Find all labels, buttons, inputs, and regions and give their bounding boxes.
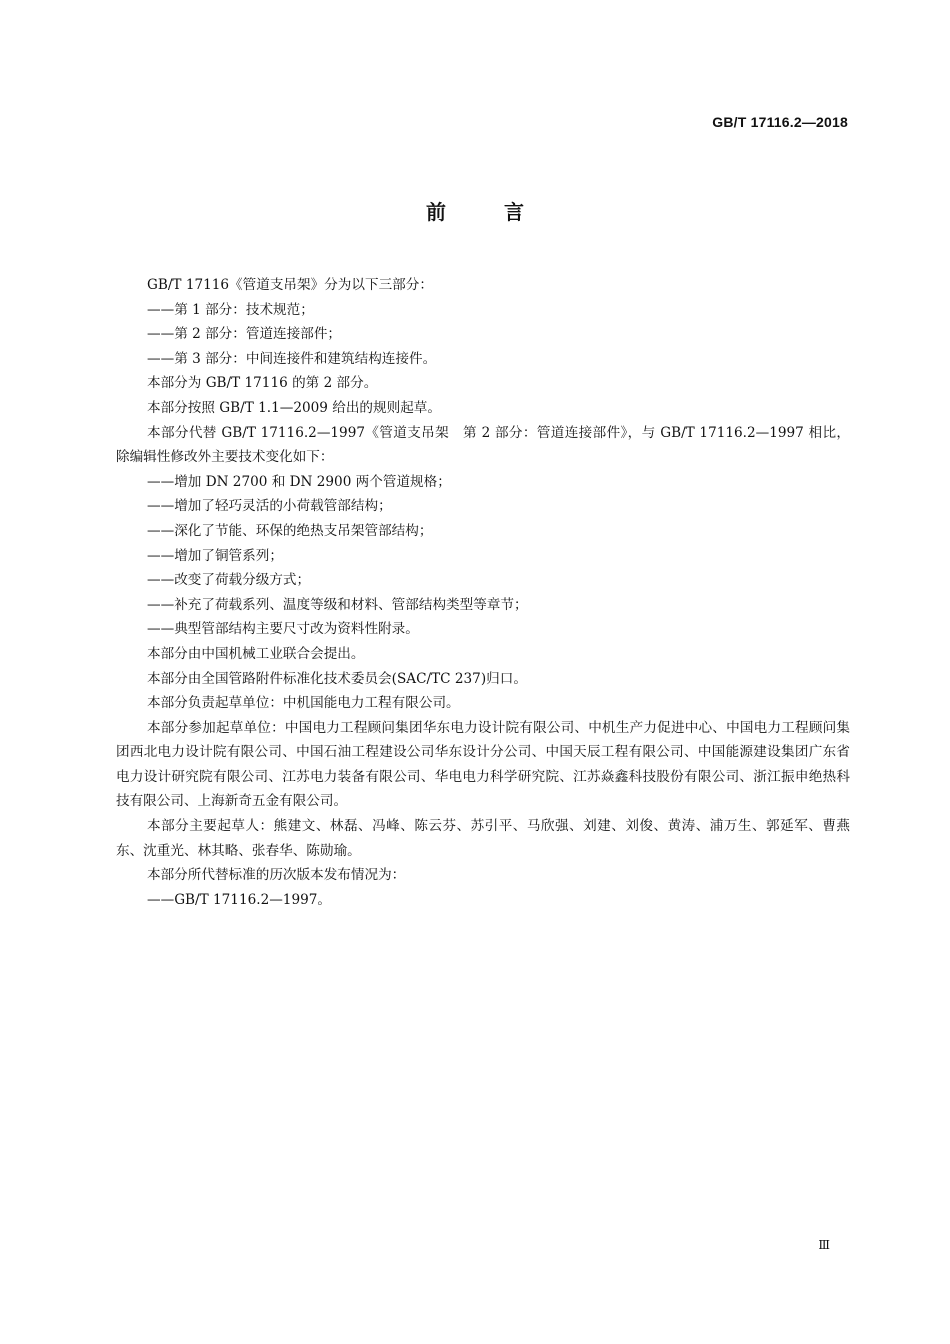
list-item: ——增加了铜管系列； — [147, 547, 283, 564]
paragraph: 本部分由中国机械工业联合会提出。 — [147, 645, 365, 662]
paragraph: 本部分代替 GB/T 17116.2—1997《管道支吊架 第 2 部分：管道连接部件》，与 GB/T 17116.2—1997 相比，除编辑性修改外主要技术变化如下： — [116, 424, 850, 466]
list-item: ——第 2 部分：管道连接部件； — [147, 326, 342, 343]
paragraph: 本部分为 GB/T 17116 的第 2 部分。 — [147, 375, 378, 392]
standard-number: GB/T 17116.2—2018 — [712, 114, 848, 130]
page-title: 前言 — [426, 200, 582, 224]
paragraph: 本部分按照 GB/T 1.1—2009 给出的规则起草。 — [147, 399, 441, 416]
paragraph: 本部分参加起草单位：中国电力工程顾问集团华东电力设计院有限公司、中机生产力促进中心、中国电力工程顾问集团西北电力设计院有限公司、中国石油工程建设公司华东设计分公司、中国天辰工程有限公司、中国能源建设集团广东省电力设计研究院有限公司、江苏电力装备有限公司、华电电力科学研究院、江苏焱鑫科技股份有限公司、浙江振申绝热科技有限公司、上海新奇五金有限公司。 — [116, 719, 850, 810]
list-item: ——第 1 部分：技术规范； — [147, 301, 314, 318]
page-number: Ⅲ — [818, 1238, 830, 1252]
list-item: ——增加 DN 2700 和 DN 2900 两个管道规格； — [147, 473, 451, 490]
list-item: ——补充了荷载系列、温度等级和材料、管部结构类型等章节； — [147, 596, 528, 613]
list-item: ——改变了荷载分级方式； — [147, 572, 311, 589]
paragraph: 本部分主要起草人：熊建文、林磊、冯峰、陈云芬、苏引平、马欣强、刘建、刘俊、黄涛、浦万生、郭延军、曹燕东、沈重光、林其略、张春华、陈勋瑜。 — [116, 818, 850, 859]
list-item: ——第 3 部分：中间连接件和建筑结构连接件。 — [147, 350, 437, 367]
list-item: ——深化了节能、环保的绝热支吊架管部结构； — [147, 522, 433, 539]
paragraph: 本部分所代替标准的历次版本发布情况为： — [147, 867, 406, 884]
foreword-body — [116, 273, 850, 912]
paragraph: 本部分由全国管路附件标准化技术委员会(SAC/TC 237)归口。 — [147, 670, 527, 687]
list-item: ——增加了轻巧灵活的小荷载管部结构； — [147, 498, 392, 515]
paragraph: GB/T 17116《管道支吊架》分为以下三部分： — [147, 277, 433, 293]
paragraph: 本部分负责起草单位：中机国能电力工程有限公司。 — [147, 695, 460, 712]
list-item: ——GB/T 17116.2—1997。 — [147, 891, 332, 908]
list-item: ——典型管部结构主要尺寸改为资料性附录。 — [147, 621, 419, 638]
